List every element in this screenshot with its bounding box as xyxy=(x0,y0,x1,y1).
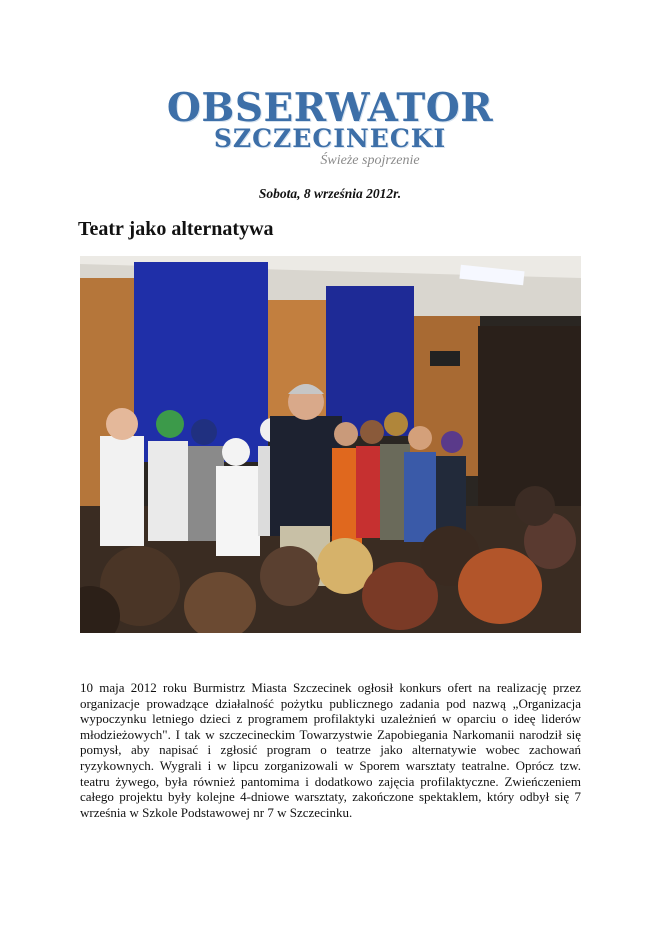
article-photo xyxy=(80,256,581,633)
newspaper-logo xyxy=(152,85,508,174)
article-body: 10 maja 2012 roku Burmistrz Miasta Szczecinek ogłosił konkurs ofert na realizację przez organizacje prowadzące działalność pożytku publicznego zadania pod nazwą „Organizacja wypoczynku letniego dzieci z programem profilaktyki uzależnień w oparciu o ideę liderów młodzieżowych". I tak w szczecineckim Towarzystwie Zapobiegania Narkomanii narodził się pomysł, aby napisać i zgłosić program o teatrze jako alternatywie wobec zachowań ryzykownych. Wygrali i w lipcu zorganizowali w Sporem warsztaty teatralne. Oprócz tzw. teatru żywego, była również pantomima i dodatkowo zajęcia profilaktyczne. Zwieńczeniem całego projektu były kolejne 4-dniowe warsztaty, zakończone spektaklem, który odbył się 7 września w Szkole Podstawowej nr 7 w Szczecinku. xyxy=(80,680,581,820)
logo-tagline: Świeże spojrzenie xyxy=(320,153,420,168)
theatre-stage-photo xyxy=(80,256,581,633)
logo-subtitle: SZCZECINECKI xyxy=(213,124,447,153)
publication-date: Sobota, 8 września 2012r. xyxy=(258,186,402,201)
logo-title: OBSERWATOR xyxy=(166,85,494,131)
article-title: Teatr jako alternatywa xyxy=(78,218,274,240)
